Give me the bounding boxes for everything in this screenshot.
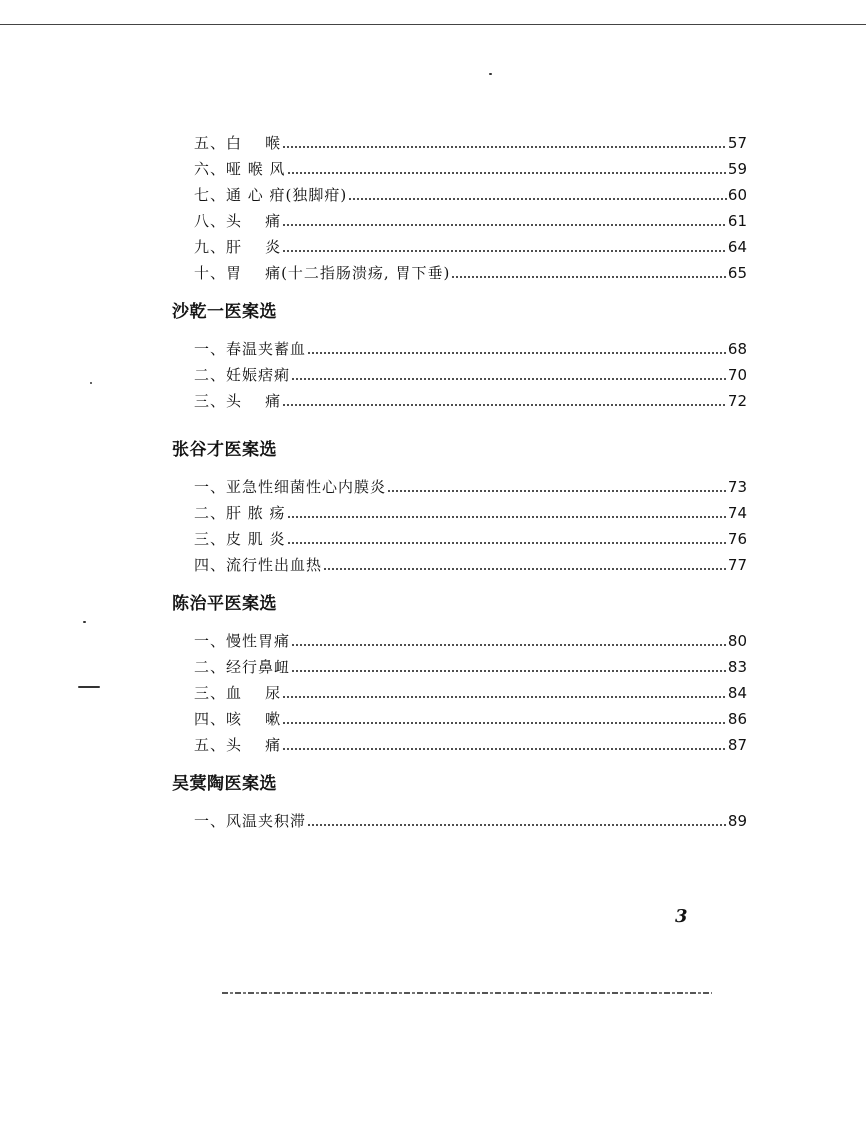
entry-title: 六、哑 喉 风: [194, 160, 286, 178]
entry-page-number: 72: [727, 392, 747, 410]
toc-entry[interactable]: [172, 808, 747, 834]
entry-page-number: 77: [727, 556, 747, 574]
entry-page-number: 87: [727, 736, 747, 754]
dot-leader: [387, 480, 727, 494]
scan-speck: [90, 382, 92, 384]
dot-leader: [307, 342, 727, 356]
section-heading: 陈治平医案选: [172, 594, 277, 614]
toc-entry[interactable]: [172, 526, 747, 552]
dot-leader: [348, 188, 727, 202]
toc-entry[interactable]: [172, 474, 747, 500]
toc-entry[interactable]: [172, 680, 747, 706]
entry-page-number: 84: [727, 684, 747, 702]
toc-entry[interactable]: [172, 260, 747, 286]
entry-title: 五、头 痛: [194, 736, 282, 754]
entry-page-number: 60: [727, 186, 747, 204]
entry-title: 四、流行性出血热: [194, 556, 323, 574]
toc-group-chen-zhiping: [172, 592, 747, 758]
toc-entry[interactable]: [172, 234, 747, 260]
scan-speck: [78, 686, 100, 688]
dot-leader: [307, 814, 727, 828]
toc-group-zhang-gucai: [172, 438, 747, 578]
toc-entry[interactable]: [172, 732, 747, 758]
entry-page-number: 65: [727, 264, 747, 282]
toc-group-continued: [172, 130, 747, 286]
entry-page-number: 57: [727, 134, 747, 152]
dot-leader: [282, 240, 727, 254]
section-heading: 沙乾一医案选: [172, 302, 277, 322]
dot-leader: [282, 712, 727, 726]
entry-title: 二、肝 脓 疡: [194, 504, 286, 522]
entry-page-number: 68: [727, 340, 747, 358]
entry-page-number: 86: [727, 710, 747, 728]
dot-leader: [282, 738, 727, 752]
toc-group-wu-mingtao: [172, 772, 747, 834]
dot-leader: [291, 634, 727, 648]
scan-speck: [83, 621, 86, 623]
entry-page-number: 80: [727, 632, 747, 650]
entry-page-number: 70: [727, 366, 747, 384]
top-border-rule: [0, 24, 866, 25]
toc-entry[interactable]: [172, 130, 747, 156]
toc-entry[interactable]: [172, 208, 747, 234]
entry-title: 十、胃 痛(十二指肠溃疡, 胃下垂): [194, 264, 451, 282]
dot-leader: [287, 506, 727, 520]
dot-leader: [282, 686, 727, 700]
entry-title: 三、皮 肌 炎: [194, 530, 286, 548]
entry-page-number: 89: [727, 812, 747, 830]
toc-entry[interactable]: [172, 628, 747, 654]
dot-leader: [451, 266, 727, 280]
entry-title: 四、咳 嗽: [194, 710, 282, 728]
toc-entry[interactable]: [172, 552, 747, 578]
page-number: 3: [675, 906, 688, 927]
dot-leader: [287, 162, 727, 176]
bottom-border-rule: [222, 992, 712, 994]
entry-title: 一、亚急性细菌性心内膜炎: [194, 478, 387, 496]
entry-page-number: 83: [727, 658, 747, 676]
dot-leader: [323, 558, 727, 572]
entry-title: 三、头 痛: [194, 392, 282, 410]
entry-page-number: 76: [727, 530, 747, 548]
entry-title: 二、妊娠痞痢: [194, 366, 291, 384]
dot-leader: [287, 532, 727, 546]
entry-title: 五、白 喉: [194, 134, 282, 152]
entry-page-number: 61: [727, 212, 747, 230]
dot-leader: [282, 214, 727, 228]
toc-group-sha-qianyi: [172, 300, 747, 414]
entry-title: 一、慢性胃痛: [194, 632, 291, 650]
section-heading: 吴蓂陶医案选: [172, 774, 277, 794]
entry-title: 九、肝 炎: [194, 238, 282, 256]
toc-entry[interactable]: [172, 706, 747, 732]
toc-entry[interactable]: [172, 182, 747, 208]
entry-page-number: 59: [727, 160, 747, 178]
toc-entry[interactable]: [172, 336, 747, 362]
scan-speck: [489, 73, 492, 75]
dot-leader: [282, 394, 727, 408]
entry-page-number: 74: [727, 504, 747, 522]
table-of-contents: [172, 130, 747, 834]
toc-entry[interactable]: [172, 500, 747, 526]
entry-title: 一、春温夹蓄血: [194, 340, 307, 358]
toc-entry[interactable]: [172, 362, 747, 388]
entry-page-number: 64: [727, 238, 747, 256]
dot-leader: [282, 136, 727, 150]
section-heading: 张谷才医案选: [172, 440, 277, 460]
toc-entry[interactable]: [172, 388, 747, 414]
entry-title: 七、通 心 疳(独脚疳): [194, 186, 348, 204]
dot-leader: [291, 660, 727, 674]
entry-title: 八、头 痛: [194, 212, 282, 230]
toc-entry[interactable]: [172, 156, 747, 182]
entry-title: 二、经行鼻衄: [194, 658, 291, 676]
entry-page-number: 73: [727, 478, 747, 496]
dot-leader: [291, 368, 727, 382]
toc-entry[interactable]: [172, 654, 747, 680]
entry-title: 三、血 尿: [194, 684, 282, 702]
entry-title: 一、风温夹积滞: [194, 812, 307, 830]
